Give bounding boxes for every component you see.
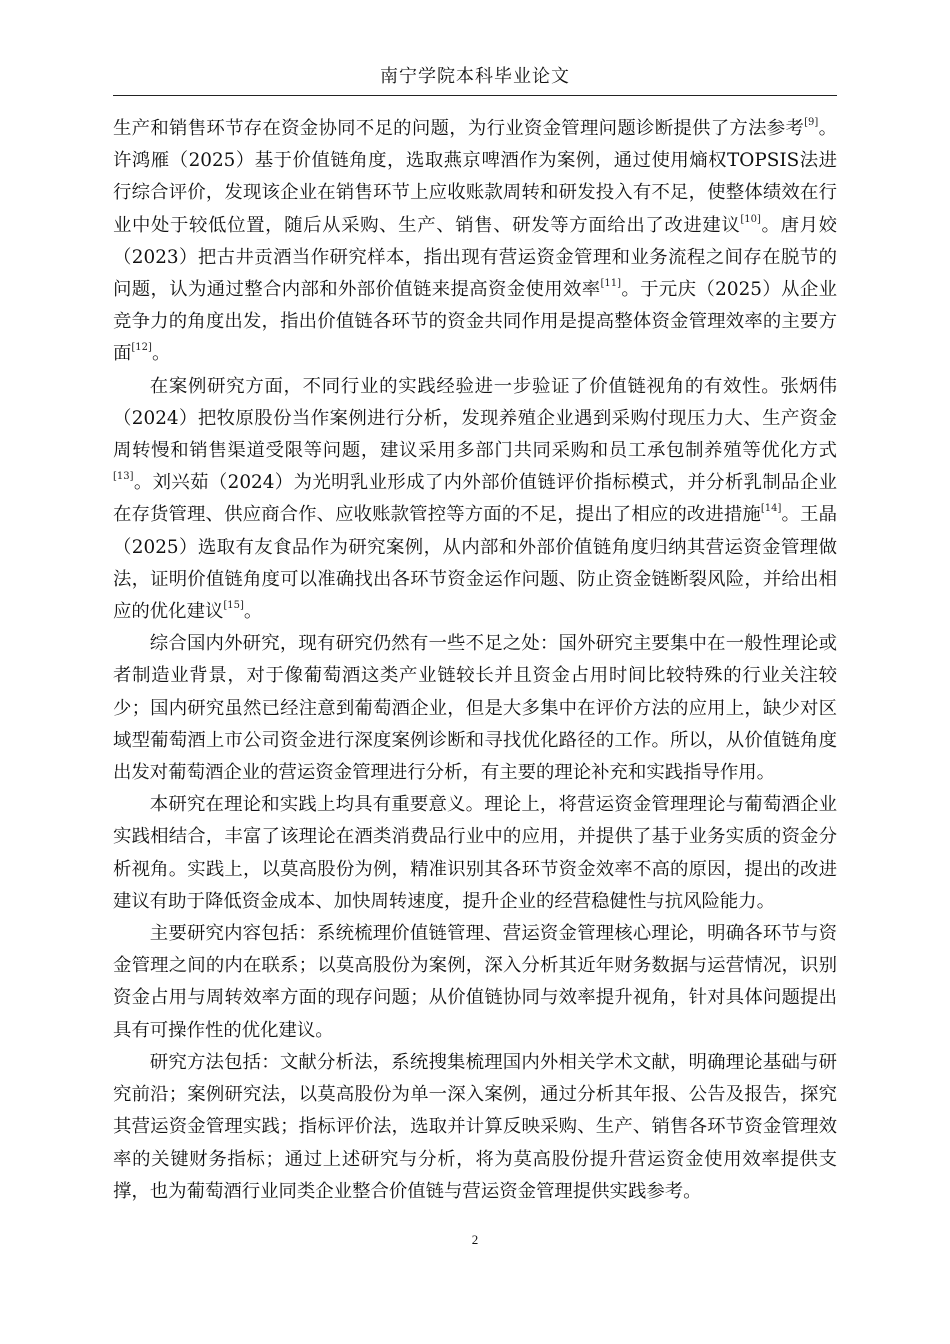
header-rule — [113, 95, 837, 96]
paragraph — [113, 371, 837, 629]
text-run: 。 — [243, 601, 263, 623]
text-run: 本研究在理论和实践上均具有重要意义。理论上，将营运资金管理理论与葡萄酒企业实践相结合，丰富了该理论在酒类消费品行业中的应用，并提供了基于业务实质的资金分析视角。实践上，以莫高股份为例，精准识别其各环节资金效率不高的原因，提出的改进建议有助于降低资金成本、加快周转速度，提升企业的经营稳健性与抗风险能力。 — [113, 794, 837, 912]
citation-marker: [13] — [113, 471, 134, 483]
citation-marker: [10] — [740, 213, 761, 225]
body-text — [113, 113, 837, 1208]
paragraph — [113, 113, 837, 371]
text-run: 生产和销售环节存在资金协同不足的问题，为行业资金管理问题诊断提供了方法参考 — [113, 118, 805, 139]
citation-marker: [15] — [223, 600, 244, 612]
text-run: 主要研究内容包括：系统梳理价值链管理、营运资金管理核心理论，明确各环节与资金管理之间的内在联系；以莫高股份为案例，深入分析其近年财务数据与运营情况，识别资金占用与周转效率方面的现存问题；从价值链协同与效率提升视角，针对具体问题提出具有可操作性的优化建议。 — [113, 923, 837, 1041]
text-run: 综合国内外研究，现有研究仍然有一些不足之处：国外研究主要集中在一般性理论或者制造业背景，对于像葡萄酒这类产业链较长并且资金占用时间比较特殊的行业关注较少；国内研究虽然已经注意到葡萄酒企业，但是大多集中在评价方法的应用上，缺少对区域型葡萄酒上市公司资金进行深度案例诊断和寻找优化路径的工作。所以，从价值链角度出发对葡萄酒企业的营运资金管理进行分析，有主要的理论补充和实践指导作用。 — [113, 633, 837, 784]
text-run: 。许鸿雁（2025）基于价值链角度，选取燕京啤酒作为案例，通过使用熵权TOPSIS法进行综合评价，发现该企业在销售环节上应收账款周转和研发投入有不足，使整体绩效在行业中处于较低位置，随后从采购、生产、销售、研发等方面给出了改进建议 — [113, 118, 837, 236]
text-run: 在案例研究方面，不同行业的实践经验进一步验证了价值链视角的有效性。张炳伟（2024）把牧原股份当作案例进行分析，发现养殖企业遇到采购付现压力大、生产资金周转慢和销售渠道受限等问题，建议采用多部门共同采购和员工承包制养殖等优化方式 — [113, 375, 837, 462]
text-run: 。唐月姣（2023）把古井贡酒当作研究样本，指出现有营运资金管理和业务流程之间存在脱节的问题，认为通过整合内部和外部价值链来提高资金使用效率 — [113, 214, 837, 301]
text-run: 。王晶（2025）选取有友食品作为研究案例，从内部和外部价值链角度归纳其营运资金管理做法，证明价值链角度可以准确找出各环节资金运作问题、防止资金链断裂风险，并给出相应的优化建议 — [113, 504, 837, 623]
citation-marker: [14] — [760, 503, 782, 515]
paragraph — [113, 789, 837, 918]
citation-marker: [11] — [600, 278, 622, 290]
citation-marker: [9] — [804, 117, 819, 128]
paragraph — [113, 918, 837, 1047]
paragraph — [113, 628, 837, 789]
running-header: 南宁学院本科毕业论文 — [380, 66, 570, 87]
text-run: 。刘兴茹（2024）为光明乳业形成了内外部价值链评价指标模式，并分析乳制品企业在存货管理、供应商合作、应收账款管控等方面的不足，提出了相应的改进措施 — [113, 472, 837, 526]
paragraph — [113, 1047, 837, 1208]
text-run: 。 — [151, 343, 171, 365]
text-run: 研究方法包括：文献分析法，系统搜集梳理国内外相关学术文献，明确理论基础与研究前沿；案例研究法，以莫高股份为单一深入案例，通过分析其年报、公告及报告，探究其营运资金管理实践；指标评价法，选取并计算反映采购、生产、销售各环节资金管理效率的关键财务指标；通过上述研究与分析，将为莫高股份提升营运资金使用效率提供支撑，也为葡萄酒行业同类企业整合价值链与营运资金管理提供实践参考。 — [113, 1051, 837, 1202]
text-run: 。于元庆（2025）从企业竞争力的角度出发，指出价值链各环节的资金共同作用是提高整体资金管理效率的主要方面 — [113, 279, 837, 365]
page-number: 2 — [471, 1232, 479, 1247]
citation-marker: [12] — [131, 342, 152, 354]
